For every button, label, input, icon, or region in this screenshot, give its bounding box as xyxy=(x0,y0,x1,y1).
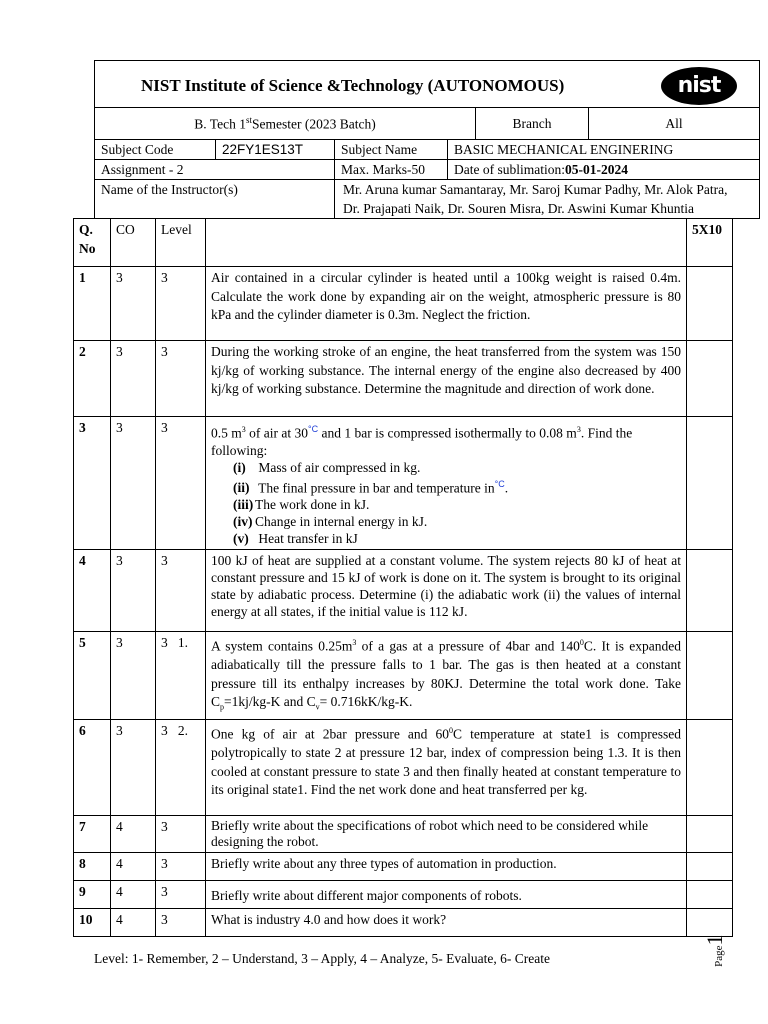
question-text: A system contains $0.25m^3$ of a gas at a pressure of 4bar and $140^0C$. It is expanded adiabatically till the pressure falls to 1 bar. The gas is then heated at a constant pressure till its enthalpy increases by 80KJ. Determine the total work done. Take $C_p=1kj/kg-K$ and $C_v= 0.716kK/kg-K$. xyxy=(206,632,687,720)
subject-code-label: Subject Code xyxy=(95,140,216,160)
table-row: 9 4 3 Briefly write about different major components of robots. xyxy=(74,881,733,909)
header-table xyxy=(94,60,760,219)
level-legend: Level: 1- Remember, 2 – Understand, 3 – Apply, 4 – Analyze, 5- Evaluate, 6- Create xyxy=(94,951,550,966)
subject-name-label: Subject Name xyxy=(335,140,448,160)
page-number: Page1 xyxy=(701,934,727,967)
question-text: What is industry 4.0 and how does it work? xyxy=(206,909,687,937)
subject-code-value: 22FY1ES13T xyxy=(216,140,335,160)
semester-cell: B. Tech 1stSemester (2023 Batch) xyxy=(95,108,476,140)
question-text: During the working stroke of an engine, the heat transferred from the system was 150 kj/kg of working substance. The internal energy of the engine also decreased by 400 kj/kg of working substance. Determine the magnitude and direction of work done. xyxy=(206,341,687,417)
table-row: 1 3 3 Air contained in a circular cylinder is heated until a 100kg weight is raised 0.4m. Calculate the work done by expanding air on the weight, atmospheric pressure is 80 kPa and the cylinder diameter is 0.3m. Neglect the friction. xyxy=(74,267,733,341)
col-level: Level xyxy=(156,219,206,267)
table-row: 8 4 3 Briefly write about any three types of automation in production. xyxy=(74,853,733,881)
instructor-names: Mr. Aruna kumar Samantaray, Mr. Saroj Kumar Padhy, Mr. Alok Patra, Dr. Prajapati Naik, Dr. Souren Misra, Dr. Aswini Kumar Khuntia xyxy=(335,180,760,219)
page-number-cell xyxy=(687,909,733,967)
table-header-row xyxy=(74,219,733,267)
col-co: CO xyxy=(111,219,156,267)
branch-value: All xyxy=(589,108,760,140)
nist-logo: nist xyxy=(661,67,737,105)
question-text: Air contained in a circular cylinder is heated until a 100kg weight is raised 0.4m. Calculate the work done by expanding air on the weight, atmospheric pressure is 80 kPa and the cylinder diameter is 0.3m. Neglect the friction. xyxy=(206,267,687,341)
col-question xyxy=(206,219,687,267)
instructor-label: Name of the Instructor(s) xyxy=(95,180,335,219)
max-marks: Max. Marks-50 xyxy=(335,160,448,180)
institute-title: NIST Institute of Science &Technology (AUTONOMOUS) xyxy=(141,76,565,95)
question-text: Briefly write about any three types of automation in production. xyxy=(206,853,687,881)
question-text: One kg of air at 2bar pressure and $60^0C$ temperature at state1 is compressed polytropically to state 2 at pressure 12 bar, index of compression being 1.3. It is then cooled at constant pressure to state 3 and then finally heated at constant temperature to its original state1. Find the net work done and heat transferred per kg. xyxy=(206,720,687,816)
table-row: 10 4 3 What is industry 4.0 and how does it work? Page1 xyxy=(74,909,733,937)
question-text: Briefly write about different major components of robots. xyxy=(206,881,687,909)
col-qno: Q. No xyxy=(74,219,111,267)
question-text: Briefly write about the specifications of robot which need to be considered while designing the robot. xyxy=(206,816,687,853)
table-row: 2 3 3 During the working stroke of an engine, the heat transferred from the system was 150 kj/kg of working substance. The internal energy of the engine also decreased by 400 kj/kg of working substance. Determine the magnitude and direction of work done. xyxy=(74,341,733,417)
branch-label: Branch xyxy=(476,108,589,140)
table-row: 5 3 3 1. A system contains $0.25m^3$ of a gas at a pressure of 4bar and $140^0C$. It is expanded adiabatically till the pressure falls to 1 bar. The gas is then heated at a constant pressure till its enthalpy increases by 80KJ. Determine the total work done. Take $C_p=1kj/kg-K$ and $C_v= 0.716kK/kg-K$. xyxy=(74,632,733,720)
table-row: 7 4 3 Briefly write about the specifications of robot which need to be considered while designing the robot. xyxy=(74,816,733,853)
table-row: 4 3 3 100 kJ of heat are supplied at a constant volume. The system rejects 80 kJ of heat at constant pressure and 15 kJ of work is done on it. The system is brought to its original state by adiabatic process. Determine (i) the adiabatic work (ii) the values of internal energy at all states, if the initial value is 112 kJ. xyxy=(74,550,733,632)
assignment-label: Assignment - 2 xyxy=(95,160,335,180)
question-text: 100 kJ of heat are supplied at a constant volume. The system rejects 80 kJ of heat at constant pressure and 15 kJ of work is done on it. The system is brought to its original state by adiabatic process. Determine (i) the adiabatic work (ii) the values of internal energy at all states, if the initial value is 112 kJ. xyxy=(206,550,687,632)
table-row: 6 3 3 2. One kg of air at 2bar pressure and $60^0C$ temperature at state1 is compressed polytropically to state 2 at pressure 12 bar, index of compression being 1.3. It is then cooled at constant pressure to state 3 and then finally heated at constant temperature to its original state1. Find the net work done and heat transferred per kg. xyxy=(74,720,733,816)
table-row: 3 3 3 0.5 $m^3$ of air at $30^{^\circ C}$ and 1 bar is compressed isothermally to 0.08 $m^3$. Find the following: (i) Mass of air compressed in kg. (ii) The final pressure in bar and temperature $in^{^\circ C}$. (iii) The work done in kJ. (iv) Change in internal energy in kJ. (v) Heat transfer in kJ xyxy=(74,417,733,550)
date-cell: Date of sublimation:05-01-2024 xyxy=(448,160,760,180)
question-text: 0.5 $m^3$ of air at $30^{^\circ C}$ and 1 bar is compressed isothermally to 0.08 $m^3$. Find the following: (i) Mass of air compressed in kg. (ii) The final pressure in bar and temperature $in^{^\circ C}$. (iii) The work done in kJ. (iv) Change in internal energy in kJ. (v) Heat transfer in kJ xyxy=(206,417,687,550)
subject-name-value: BASIC MECHANICAL ENGINERING xyxy=(448,140,760,160)
col-marks: 5X10 xyxy=(687,219,733,267)
title-cell xyxy=(95,61,760,108)
